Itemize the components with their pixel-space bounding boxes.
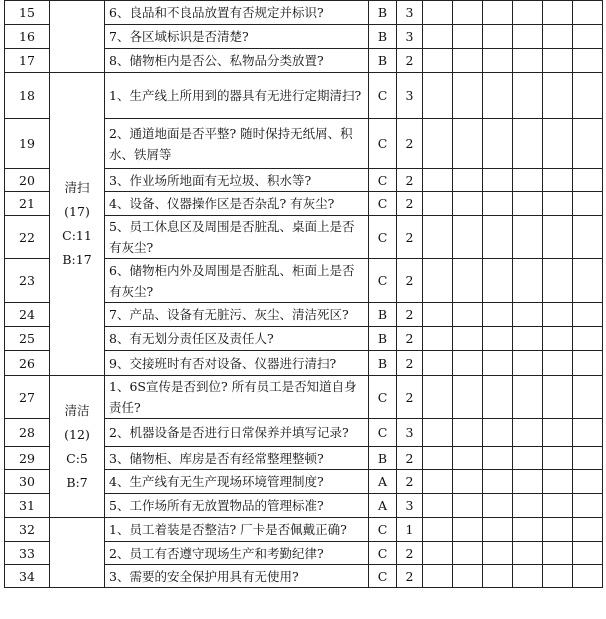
blank-cell[interactable]: [573, 470, 603, 494]
blank-cell[interactable]: [513, 1, 543, 25]
blank-cell[interactable]: [453, 565, 483, 588]
score-cell: 2: [397, 169, 423, 192]
blank-cell[interactable]: [543, 49, 573, 73]
row-number: 16: [5, 25, 50, 49]
check-item: 8、有无划分责任区及责任人?: [105, 327, 369, 351]
table-row: [5, 73, 603, 119]
blank-cell[interactable]: [453, 25, 483, 49]
blank-cell[interactable]: [543, 327, 573, 351]
blank-cell[interactable]: [513, 119, 543, 169]
row-number: 32: [5, 518, 50, 542]
score-cell: 3: [397, 73, 423, 119]
blank-cell[interactable]: [543, 419, 573, 447]
level-cell: C: [369, 169, 397, 192]
blank-cell[interactable]: [543, 470, 573, 494]
level-cell: B: [369, 303, 397, 327]
blank-cell[interactable]: [453, 303, 483, 327]
row-number: 34: [5, 565, 50, 588]
blank-cell[interactable]: [453, 376, 483, 419]
row-number: 26: [5, 351, 50, 376]
blank-cell[interactable]: [543, 216, 573, 259]
category-label: 清扫: [64, 180, 90, 195]
check-item: 3、需要的安全保护用具有无使用?: [105, 565, 369, 588]
blank-cell[interactable]: [483, 470, 513, 494]
blank-cell[interactable]: [543, 447, 573, 470]
blank-cell[interactable]: [423, 1, 453, 25]
blank-cell[interactable]: [573, 192, 603, 216]
check-item: 7、产品、设备有无脏污、灰尘、清洁死区?: [105, 303, 369, 327]
row-number: 21: [5, 192, 50, 216]
score-cell: 2: [397, 542, 423, 565]
check-item: 5、工作场所有无放置物品的管理标准?: [105, 494, 369, 518]
blank-cell[interactable]: [573, 376, 603, 419]
check-item: 1、6S宣传是否到位? 所有员工是否知道自身责任?: [105, 376, 369, 419]
blank-cell[interactable]: [423, 518, 453, 542]
check-item: 5、员工休息区及周围是否脏乱、桌面上是否有灰尘?: [105, 216, 369, 259]
score-cell: 2: [397, 119, 423, 169]
blank-cell[interactable]: [543, 351, 573, 376]
blank-cell[interactable]: [423, 542, 453, 565]
blank-cell[interactable]: [483, 518, 513, 542]
row-number: 20: [5, 169, 50, 192]
blank-cell[interactable]: [573, 216, 603, 259]
row-number: 23: [5, 259, 50, 303]
blank-cell[interactable]: [423, 49, 453, 73]
blank-cell[interactable]: [573, 419, 603, 447]
score-cell: 2: [397, 376, 423, 419]
blank-cell[interactable]: [513, 169, 543, 192]
category-cell: [50, 1, 105, 73]
row-number: 28: [5, 419, 50, 447]
blank-cell[interactable]: [543, 169, 573, 192]
blank-cell[interactable]: [453, 216, 483, 259]
blank-cell[interactable]: [453, 192, 483, 216]
blank-cell[interactable]: [483, 376, 513, 419]
blank-cell[interactable]: [573, 351, 603, 376]
blank-cell[interactable]: [543, 1, 573, 25]
blank-cell[interactable]: [483, 216, 513, 259]
blank-cell[interactable]: [453, 494, 483, 518]
blank-cell[interactable]: [573, 447, 603, 470]
blank-cell[interactable]: [483, 25, 513, 49]
blank-cell[interactable]: [483, 1, 513, 25]
check-item: 7、各区域标识是否清楚?: [105, 25, 369, 49]
blank-cell[interactable]: [483, 327, 513, 351]
blank-cell[interactable]: [483, 73, 513, 119]
category-label: 清洁: [64, 402, 90, 418]
blank-cell[interactable]: [513, 49, 543, 73]
category-cell: [50, 73, 105, 376]
blank-cell[interactable]: [513, 542, 543, 565]
score-cell: 2: [397, 259, 423, 303]
level-cell: C: [369, 73, 397, 119]
category-label: (17): [64, 204, 90, 219]
blank-cell[interactable]: [513, 518, 543, 542]
blank-cell[interactable]: [453, 470, 483, 494]
blank-cell[interactable]: [543, 192, 573, 216]
check-item: 4、生产线有无生产现场环境管理制度?: [105, 470, 369, 494]
blank-cell[interactable]: [423, 259, 453, 303]
level-cell: C: [369, 192, 397, 216]
blank-cell[interactable]: [423, 447, 453, 470]
check-item: 6、储物柜内外及周围是否脏乱、柜面上是否有灰尘?: [105, 259, 369, 303]
blank-cell[interactable]: [453, 49, 483, 73]
blank-cell[interactable]: [453, 447, 483, 470]
blank-cell[interactable]: [453, 327, 483, 351]
row-number: 15: [5, 1, 50, 25]
blank-cell[interactable]: [543, 565, 573, 588]
blank-cell[interactable]: [483, 419, 513, 447]
row-number: 31: [5, 494, 50, 518]
score-cell: 1: [397, 518, 423, 542]
category-cell: [50, 518, 105, 588]
score-cell: 3: [397, 494, 423, 518]
score-cell: 2: [397, 447, 423, 470]
blank-cell[interactable]: [573, 49, 603, 73]
blank-cell[interactable]: [423, 470, 453, 494]
blank-cell[interactable]: [513, 376, 543, 419]
blank-cell[interactable]: [573, 119, 603, 169]
check-item: 1、员工着装是否整洁? 厂卡是否佩戴正确?: [105, 518, 369, 542]
check-item: 9、交接班时有否对设备、仪器进行清扫?: [105, 351, 369, 376]
blank-cell[interactable]: [543, 119, 573, 169]
row-number: 22: [5, 216, 50, 259]
check-item: 1、生产线上所用到的器具有无进行定期清扫?: [105, 73, 369, 119]
blank-cell[interactable]: [543, 542, 573, 565]
blank-cell[interactable]: [453, 73, 483, 119]
blank-cell[interactable]: [573, 303, 603, 327]
level-cell: B: [369, 327, 397, 351]
blank-cell[interactable]: [483, 565, 513, 588]
blank-cell[interactable]: [453, 259, 483, 303]
row-number: 33: [5, 542, 50, 565]
score-cell: 2: [397, 216, 423, 259]
blank-cell[interactable]: [483, 169, 513, 192]
blank-cell[interactable]: [543, 73, 573, 119]
blank-cell[interactable]: [573, 494, 603, 518]
level-cell: C: [369, 119, 397, 169]
blank-cell[interactable]: [423, 565, 453, 588]
blank-cell[interactable]: [423, 376, 453, 419]
blank-cell[interactable]: [423, 303, 453, 327]
score-cell: 2: [397, 351, 423, 376]
blank-cell[interactable]: [513, 351, 543, 376]
blank-cell[interactable]: [423, 169, 453, 192]
blank-cell[interactable]: [513, 73, 543, 119]
score-cell: 3: [397, 419, 423, 447]
blank-cell[interactable]: [483, 259, 513, 303]
blank-cell[interactable]: [513, 419, 543, 447]
blank-cell[interactable]: [453, 419, 483, 447]
blank-cell[interactable]: [543, 494, 573, 518]
score-cell: 2: [397, 327, 423, 351]
score-cell: 2: [397, 565, 423, 588]
blank-cell[interactable]: [483, 49, 513, 73]
blank-cell[interactable]: [423, 327, 453, 351]
level-cell: A: [369, 470, 397, 494]
blank-cell[interactable]: [483, 303, 513, 327]
blank-cell[interactable]: [513, 25, 543, 49]
blank-cell[interactable]: [513, 303, 543, 327]
blank-cell[interactable]: [483, 192, 513, 216]
row-number: 30: [5, 470, 50, 494]
blank-cell[interactable]: [573, 518, 603, 542]
score-cell: 2: [397, 303, 423, 327]
check-item: 3、储物柜、库房是否有经常整理整顿?: [105, 447, 369, 470]
blank-cell[interactable]: [573, 259, 603, 303]
blank-cell[interactable]: [423, 216, 453, 259]
blank-cell[interactable]: [423, 494, 453, 518]
blank-cell[interactable]: [513, 192, 543, 216]
level-cell: A: [369, 494, 397, 518]
row-number: 27: [5, 376, 50, 419]
category-label: (12): [64, 426, 90, 442]
blank-cell[interactable]: [573, 73, 603, 119]
blank-cell[interactable]: [543, 25, 573, 49]
blank-cell[interactable]: [543, 376, 573, 419]
score-cell: 3: [397, 1, 423, 25]
blank-cell[interactable]: [573, 25, 603, 49]
blank-cell[interactable]: [483, 542, 513, 565]
blank-cell[interactable]: [513, 216, 543, 259]
blank-cell[interactable]: [423, 419, 453, 447]
check-item: 2、机器设备是否进行日常保养并填写记录?: [105, 419, 369, 447]
table-row: [5, 1, 603, 25]
blank-cell[interactable]: [423, 119, 453, 169]
check-item: 3、作业场所地面有无垃圾、积水等?: [105, 169, 369, 192]
row-number: 24: [5, 303, 50, 327]
blank-cell[interactable]: [483, 351, 513, 376]
category-label: B:7: [66, 474, 88, 490]
blank-cell[interactable]: [453, 518, 483, 542]
level-cell: C: [369, 565, 397, 588]
level-cell: C: [369, 376, 397, 419]
category-label: B:17: [62, 252, 92, 267]
blank-cell[interactable]: [573, 542, 603, 565]
blank-cell[interactable]: [483, 119, 513, 169]
category-label: C:11: [62, 228, 92, 243]
blank-cell[interactable]: [483, 494, 513, 518]
blank-cell[interactable]: [423, 351, 453, 376]
level-cell: B: [369, 447, 397, 470]
blank-cell[interactable]: [513, 470, 543, 494]
blank-cell[interactable]: [573, 169, 603, 192]
score-cell: 2: [397, 470, 423, 494]
blank-cell[interactable]: [453, 351, 483, 376]
blank-cell[interactable]: [453, 169, 483, 192]
row-number: 17: [5, 49, 50, 73]
blank-cell[interactable]: [453, 1, 483, 25]
check-item: 4、设备、仪器操作区是否杂乱? 有灰尘?: [105, 192, 369, 216]
blank-cell[interactable]: [423, 25, 453, 49]
blank-cell[interactable]: [423, 192, 453, 216]
blank-cell[interactable]: [483, 447, 513, 470]
check-item: 6、良品和不良品放置有否规定并标识?: [105, 1, 369, 25]
row-number: 19: [5, 119, 50, 169]
blank-cell[interactable]: [513, 327, 543, 351]
table-row: [5, 518, 603, 542]
category-label: C:5: [66, 450, 88, 466]
level-cell: B: [369, 1, 397, 25]
blank-cell[interactable]: [513, 259, 543, 303]
inspection-table: [4, 0, 603, 588]
category-cell: [50, 376, 105, 518]
blank-cell[interactable]: [543, 518, 573, 542]
level-cell: B: [369, 49, 397, 73]
blank-cell[interactable]: [513, 494, 543, 518]
level-cell: C: [369, 259, 397, 303]
row-number: 18: [5, 73, 50, 119]
level-cell: B: [369, 351, 397, 376]
level-cell: C: [369, 542, 397, 565]
blank-cell[interactable]: [573, 1, 603, 25]
level-cell: C: [369, 216, 397, 259]
level-cell: B: [369, 25, 397, 49]
level-cell: C: [369, 419, 397, 447]
check-item: 2、员工有否遵守现场生产和考勤纪律?: [105, 542, 369, 565]
level-cell: C: [369, 518, 397, 542]
blank-cell[interactable]: [543, 259, 573, 303]
blank-cell[interactable]: [543, 303, 573, 327]
score-cell: 2: [397, 192, 423, 216]
table-body: [5, 1, 603, 588]
table-row: [5, 376, 603, 419]
row-number: 29: [5, 447, 50, 470]
blank-cell[interactable]: [513, 447, 543, 470]
row-number: 25: [5, 327, 50, 351]
score-cell: 3: [397, 25, 423, 49]
score-cell: 2: [397, 49, 423, 73]
check-item: 2、通道地面是否平整? 随时保持无纸屑、积水、铁屑等: [105, 119, 369, 169]
check-item: 8、储物柜内是否公、私物品分类放置?: [105, 49, 369, 73]
blank-cell[interactable]: [573, 565, 603, 588]
blank-cell[interactable]: [573, 327, 603, 351]
blank-cell[interactable]: [453, 119, 483, 169]
blank-cell[interactable]: [453, 542, 483, 565]
blank-cell[interactable]: [423, 73, 453, 119]
blank-cell[interactable]: [513, 565, 543, 588]
